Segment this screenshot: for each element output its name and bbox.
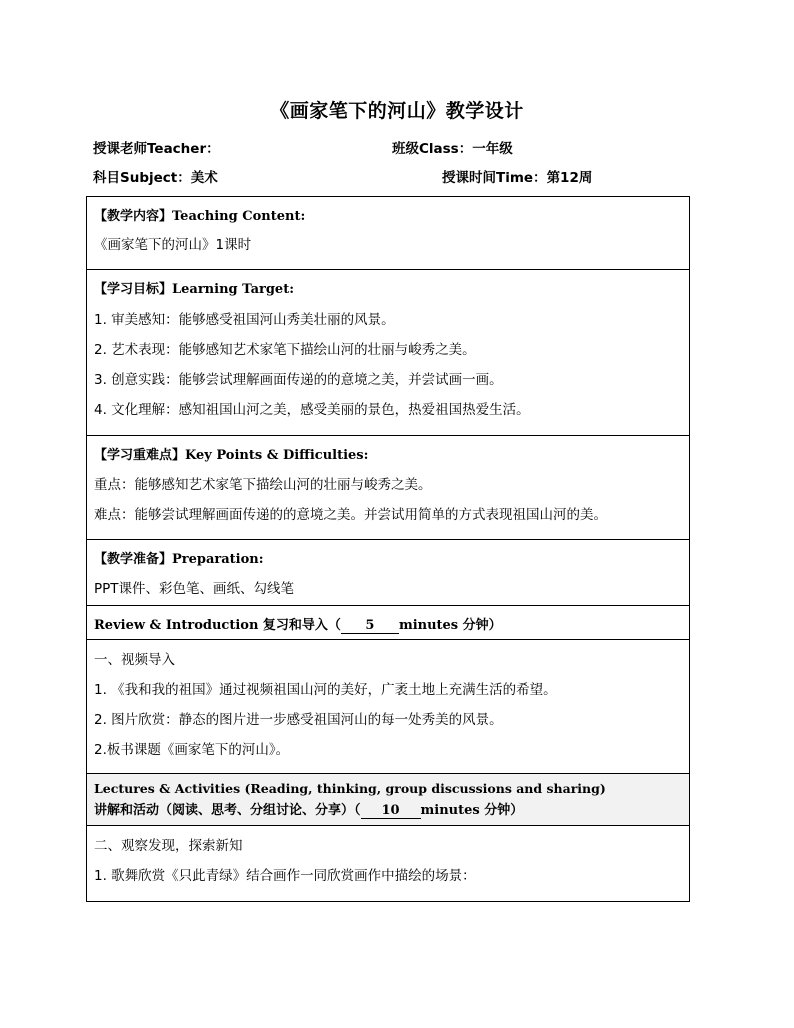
section-line: 二、观察发现，探索新知 bbox=[94, 838, 243, 854]
section-line: 《画家笔下的河山》1课时 bbox=[94, 237, 252, 253]
section-observe bbox=[87, 825, 689, 901]
class-value: 一年级 bbox=[472, 141, 513, 157]
review-minutes: 5 bbox=[341, 618, 399, 634]
document-title: 《画家笔下的河山》教学设计 bbox=[270, 100, 524, 122]
section-line: 1. 《我和我的祖国》通过视频祖国山河的美好，广袤土地上充满生活的希望。 bbox=[94, 682, 557, 698]
section-line: 1. 审美感知：能够感受祖国河山秀美壮丽的风景。 bbox=[94, 312, 395, 328]
section-learning-target bbox=[87, 269, 689, 435]
section-line: PPT课件、彩色笔、画纸、勾线笔 bbox=[94, 581, 295, 597]
section-line: 1. 歌舞欣赏《只此青绿》结合画作一同欣赏画作中描绘的场景： bbox=[94, 868, 476, 884]
time-label: 授课时间Time： bbox=[442, 170, 547, 186]
class-label: 班级Class： bbox=[392, 141, 473, 157]
section-heading: 【教学内容】Teaching Content: bbox=[94, 209, 306, 224]
subject-value: 美术 bbox=[190, 170, 218, 186]
lesson-plan-table bbox=[86, 196, 690, 902]
time-field bbox=[442, 166, 592, 186]
review-heading-prefix: Review & Introduction 复习和导入（ bbox=[94, 618, 341, 633]
section-line: 2. 艺术表现：能够感知艺术家笔下描绘山河的壮丽与峻秀之美。 bbox=[94, 342, 476, 358]
section-line: 4. 文化理解：感知祖国山河之美，感受美丽的景色，热爱祖国热爱生活。 bbox=[94, 402, 530, 418]
lectures-heading-suffix: minutes 分钟） bbox=[420, 803, 524, 818]
section-heading: 【学习重难点】Key Points & Difficulties: bbox=[94, 448, 369, 463]
section-heading: 【教学准备】Preparation: bbox=[94, 552, 264, 567]
teacher-field bbox=[93, 137, 220, 157]
section-line: 一、视频导入 bbox=[94, 652, 175, 668]
section-key-points bbox=[87, 435, 689, 539]
subject-label: 科目Subject： bbox=[93, 170, 191, 186]
teacher-label: 授课老师Teacher： bbox=[93, 141, 220, 157]
section-heading: 【学习目标】Learning Target: bbox=[94, 282, 295, 297]
section-intro bbox=[87, 639, 689, 773]
lectures-heading-prefix: 讲解和活动（阅读、思考、分组讨论、分享）（ bbox=[94, 803, 361, 818]
section-line: 3. 创意实践：能够尝试理解画面传递的的意境之美，并尝试画一画。 bbox=[94, 372, 503, 388]
class-field bbox=[392, 137, 513, 157]
subject-field bbox=[93, 166, 218, 186]
section-lectures-heading bbox=[87, 773, 689, 825]
section-line: 2.板书课题《画家笔下的河山》。 bbox=[94, 742, 290, 758]
lectures-heading-cn bbox=[94, 799, 523, 819]
section-line: 重点：能够感知艺术家笔下描绘山河的壮丽与峻秀之美。 bbox=[94, 477, 432, 493]
lectures-heading-en: Lectures & Activities (Reading, thinking, group discussions and sharing) bbox=[94, 781, 606, 796]
review-heading-suffix: minutes 分钟） bbox=[398, 618, 502, 633]
lectures-minutes: 10 bbox=[361, 803, 421, 819]
time-value: 第12周 bbox=[546, 170, 593, 186]
review-heading bbox=[94, 614, 502, 634]
section-preparation bbox=[87, 539, 689, 605]
section-line: 难点：能够尝试理解画面传递的的意境之美。并尝试用简单的方式表现祖国山河的美。 bbox=[94, 507, 607, 523]
section-review-heading bbox=[87, 605, 689, 639]
section-teaching-content bbox=[87, 197, 689, 269]
section-line: 2. 图片欣赏：静态的图片进一步感受祖国河山的每一处秀美的风景。 bbox=[94, 712, 503, 728]
